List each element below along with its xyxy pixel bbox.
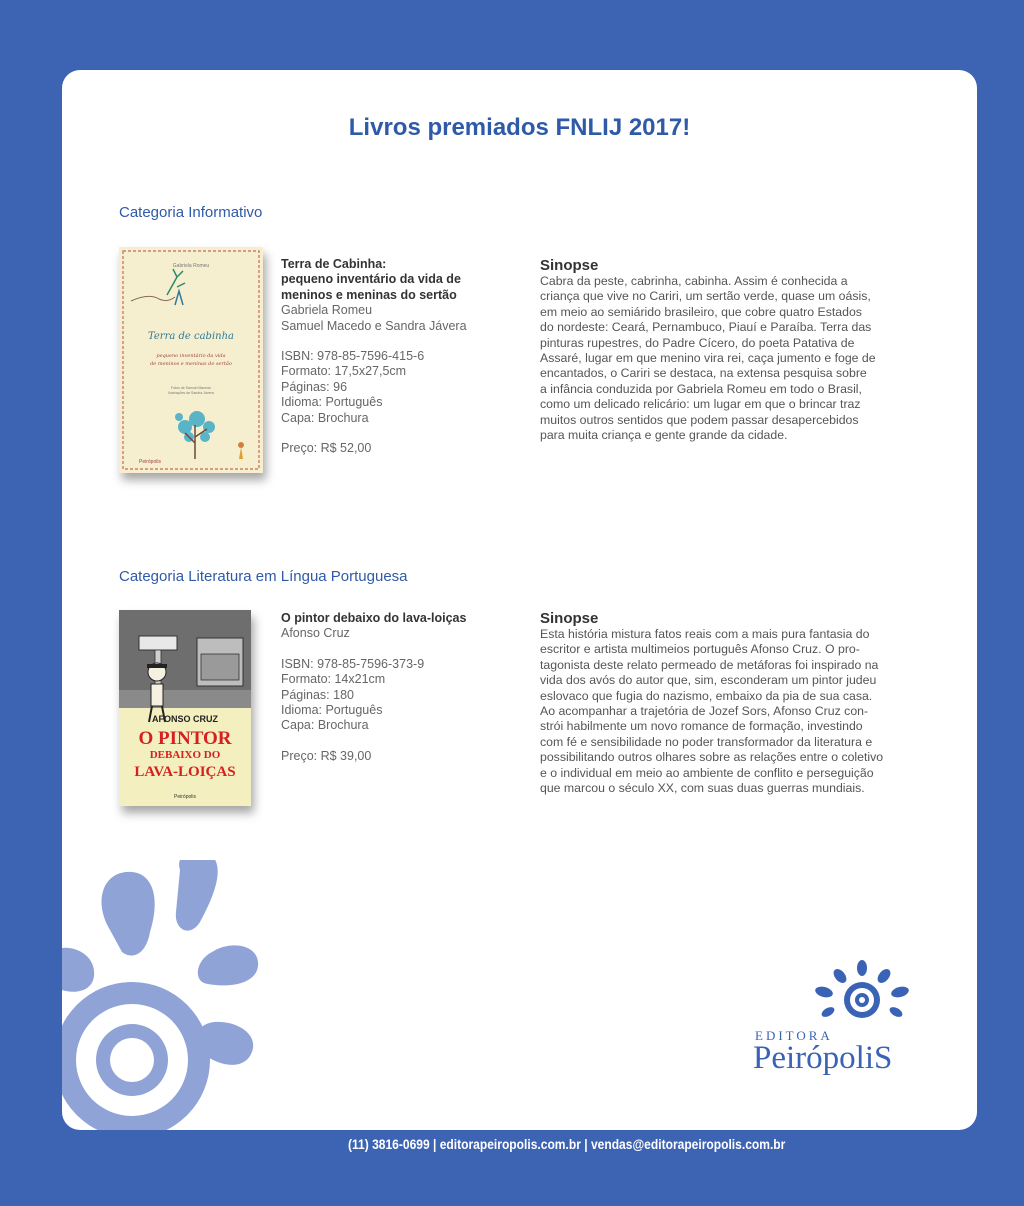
book-price: Preço: R$ 39,00 — [281, 748, 372, 763]
book-pages: Páginas: 180 — [281, 687, 354, 702]
synopsis-line: em meio ao semiárido brasileiro, que cobre quatro Estados — [540, 304, 862, 319]
synopsis-line: criança que vive no Cariri, um sertão verde, quase um oásis, — [540, 289, 871, 304]
book-binding: Capa: Brochura — [281, 410, 369, 425]
peiropolis-logo[interactable] — [755, 960, 925, 1095]
book-author: Gabriela Romeu — [281, 303, 373, 318]
synopsis-o-pintor — [540, 610, 910, 796]
page-title: Livros premiados FNLIJ 2017! — [348, 114, 691, 141]
cover-subtitle-2: de meninos e meninas do sertão — [150, 361, 232, 367]
cover-credit-2: Ilustrações de Sandra Jávera — [168, 391, 214, 395]
synopsis-heading: Sinopse — [540, 257, 599, 274]
synopsis-line: pinturas rupestres, do Padre Cícero, do poeta Patativa de — [540, 335, 855, 350]
synopsis-line: muitos outros sentidos que podem passar desapercebidos — [540, 412, 859, 427]
synopsis-line: a infância conduzida por Gabriela Romeu em todo o Brasil, — [540, 381, 862, 396]
logo-name-text: PeirópoliS — [753, 1040, 893, 1076]
synopsis-line: vida dos avós do autor que, sim, esconderam um pintor judeu — [540, 673, 877, 688]
synopsis-line: Assaré, lugar em que menino vira rei, caça jumento e foge de — [540, 351, 876, 366]
book-title-line: O pintor debaixo do lava-loiças — [281, 611, 467, 625]
cover-illustration — [119, 610, 251, 806]
synopsis-line: tagonista deste relato permeado de metáforas foi inspirado na — [540, 657, 879, 672]
book-cover-terra-de-cabinha[interactable] — [119, 247, 263, 473]
synopsis-line: Esta história mistura fatos reais com a mais pura fantasia do — [540, 627, 870, 641]
book-info-terra-de-cabinha — [281, 257, 501, 456]
book-author: Samuel Macedo e Sandra Jávera — [281, 318, 467, 333]
synopsis-heading: Sinopse — [540, 610, 599, 627]
book-format: Formato: 14x21cm — [281, 672, 386, 687]
synopsis-line: que marcou o século XX, com suas duas guerras mundiais. — [540, 781, 865, 796]
cover-author: AFONSO CRUZ — [152, 714, 218, 724]
cover-title-3: LAVA-LOIÇAS — [134, 764, 236, 780]
book-language: Idioma: Português — [281, 395, 383, 410]
book-title-line: Terra de Cabinha: — [281, 257, 387, 271]
synopsis-line: com fé e sensibilidade no poder transformador da literatura e — [540, 734, 873, 749]
book-binding: Capa: Brochura — [281, 718, 369, 733]
cover-subtitle-1: pequeno inventário da vida — [156, 353, 226, 359]
book-format: Formato: 17,5x27,5cm — [281, 364, 407, 379]
cover-title-1: O PINTOR — [138, 728, 232, 749]
book-language: Idioma: Português — [281, 703, 383, 718]
synopsis-line: do nordeste: Ceará, Pernambuco, Piauí e Paraíba. Terra das — [540, 320, 872, 335]
peiropolis-sun-logo-icon — [810, 960, 920, 1030]
synopsis-line: escritor e artista multimeios português Afonso Cruz. O pro- — [540, 642, 860, 657]
synopsis-line: possibilitando outros olhares sobre as relações entre o coletivo — [540, 750, 884, 765]
synopsis-line: strói habilmente um novo romance de formação, investindo — [540, 719, 863, 734]
synopsis-line: encantados, o Cariri se destaca, na extensa pesquisa sobre — [540, 366, 867, 381]
book-isbn: ISBN: 978-85-7596-373-9 — [281, 656, 425, 671]
cover-author: Gabriela Romeu — [172, 263, 210, 269]
book-info-o-pintor — [281, 611, 521, 764]
category-heading-literatura: Categoria Literatura em Língua Portuguesa — [119, 568, 408, 585]
synopsis-line: para muita criança e gente grande da cidade. — [540, 428, 788, 443]
synopsis-line: como um delicado relicário: um lugar em que o brincar traz — [540, 397, 861, 412]
synopsis-terra-de-cabinha — [540, 257, 910, 443]
cover-title: Terra de cabinha — [147, 331, 235, 342]
synopsis-line: eslovaco que fugia do nazismo, embaixo da pia de sua casa. — [540, 688, 873, 703]
sun-swirl-decoration-icon — [62, 860, 362, 1130]
category-heading-informativo: Categoria Informativo — [119, 204, 263, 221]
cover-illustration — [119, 247, 263, 473]
book-isbn: ISBN: 978-85-7596-415-6 — [281, 349, 425, 364]
book-cover-o-pintor[interactable] — [119, 610, 251, 806]
book-title-line: meninos e meninas do sertão — [281, 287, 457, 302]
cover-title-2: DEBAIXO DO — [149, 749, 221, 761]
synopsis-line: Cabra da peste, cabrinha, cabinha. Assim é conhecida a — [540, 274, 848, 288]
synopsis-line: Ao acompanhar a trajetória de Jozef Sors, Afonso Cruz con- — [540, 704, 869, 719]
synopsis-line: e o individual em meio ao ambiente de conflito e perseguição — [540, 765, 874, 780]
logo-editora-text: EDITORA — [755, 1028, 833, 1043]
book-author: Afonso Cruz — [281, 626, 350, 641]
cover-publisher: Peirópolis — [139, 459, 161, 465]
cover-credit-1: Fotos de Samuel Macedo — [171, 386, 211, 390]
book-pages: Páginas: 96 — [281, 379, 348, 394]
cover-publisher: Peirópolis — [174, 794, 196, 800]
book-title-line: pequeno inventário da vida de — [281, 272, 461, 287]
footer-contact[interactable]: (11) 3816-0699 | editorapeiropolis.com.br | vendas@editorapeiropolis.com.br — [348, 1136, 786, 1152]
book-price: Preço: R$ 52,00 — [281, 441, 372, 456]
